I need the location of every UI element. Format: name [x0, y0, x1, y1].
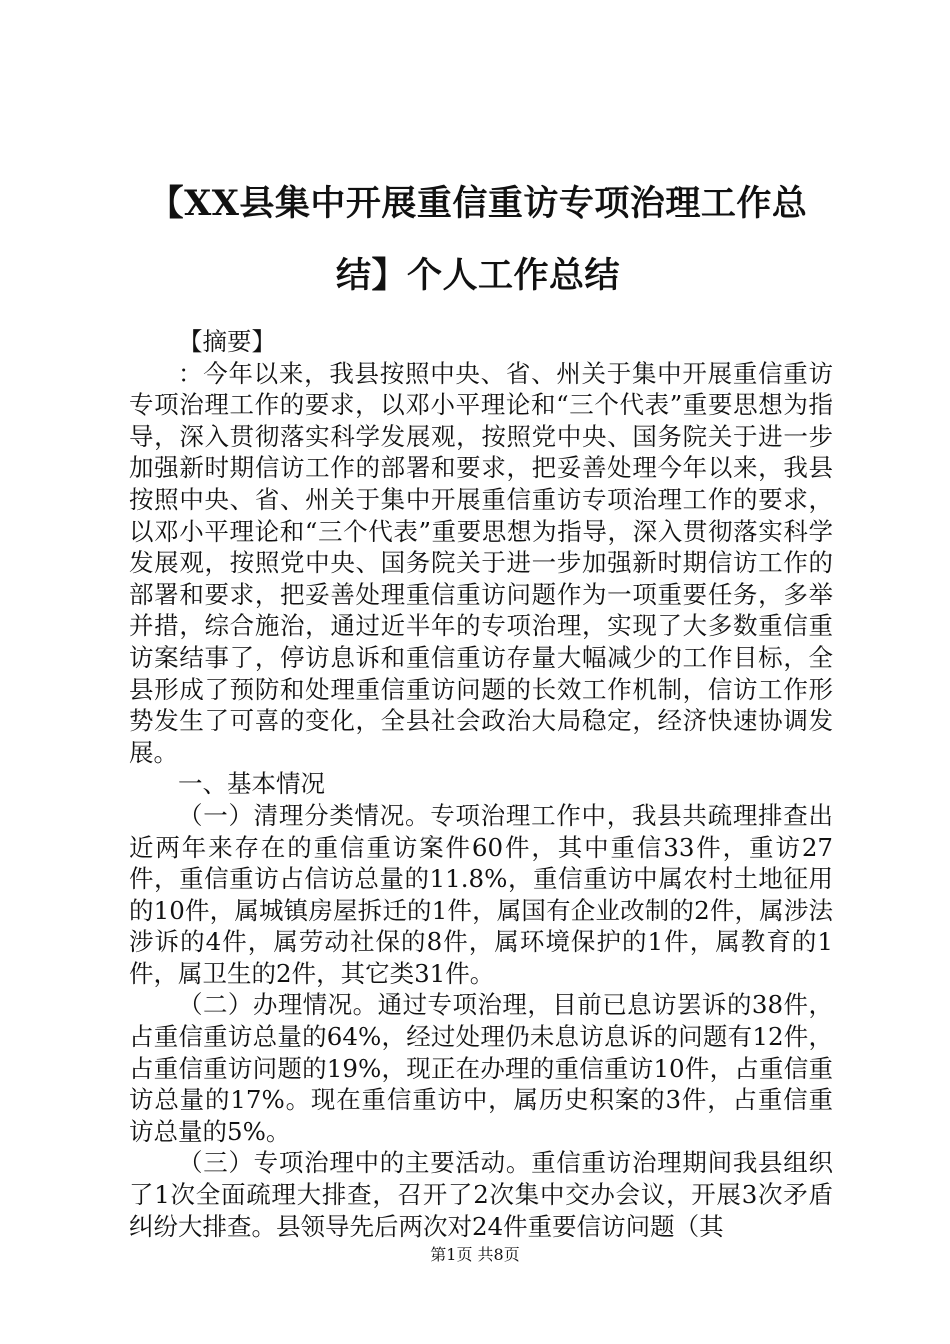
section-heading-basic-situation: 一、基本情况 [178, 769, 325, 799]
document-body [129, 326, 833, 1242]
title-line-2: 结】个人工作总结 [335, 255, 620, 296]
page-footer: 第1页 共8页 [430, 1245, 520, 1264]
paragraph-handling: （二）办理情况。通过专项治理，目前已息访罢诉的38件，占重信重访总量的64%，经过处理仍未息访息诉的问题有12件，占重信重访问题的19%，现正在办理的重信重访10件，占重信重访总量的17%。现在重信重访中，属历史积案的3件，占重信重访总量的5%。 [129, 990, 833, 1146]
paragraph-main-activities: （三）专项治理中的主要活动。重信重访治理期间我县组织了1次全面疏理大排查，召开了2次集中交办会议，开展3次矛盾纠纷大排查。县领导先后两次对24件重要信访问题（其 [129, 1148, 833, 1241]
title-line-1: 【XX县集中开展重信重访专项治理工作总 [148, 183, 808, 224]
abstract-heading: 【摘要】 [178, 327, 276, 356]
abstract-paragraph: ：今年以来，我县按照中央、省、州关于集中开展重信重访专项治理工作的要求，以邓小平理论和“三个代表”重要思想为指导，深入贯彻落实科学发展观，按照党中央、国务院关于进一步加强新时期信访工作的部署和要求，把妥善处理今年以来，我县按照中央、省、州关于集中开展重信重访专项治理工作的要求，以邓小平理论和“三个代表”重要思想为指导，深入贯彻落实科学发展观，按照党中央、国务院关于进一步加强新时期信访工作的部署和要求，把妥善处理重信重访问题作为一项重要任务，多举并措，综合施治，通过近半年的专项治理，实现了大多数重信重访案结事了，停访息诉和重信重访存量大幅减少的工作目标，全县形成了预防和处理重信重访问题的长效工作机制，信访工作形势发生了可喜的变化，全县社会政治大局稳定，经济快速协调发展。 [129, 358, 833, 767]
paragraph-classification: （一）清理分类情况。专项治理工作中，我县共疏理排查出近两年来存在的重信重访案件60件，其中重信33件，重访27件，重信重访占信访总量的11.8%，重信重访中属农村土地征用的10件，属城镇房屋拆迁的1件，属国有企业改制的2件，属涉法涉诉的4件，属劳动社保的8件，属环境保护的1件，属教育的1件，属卫生的2件，其它类31件。 [129, 800, 833, 988]
document-title [128, 168, 828, 312]
